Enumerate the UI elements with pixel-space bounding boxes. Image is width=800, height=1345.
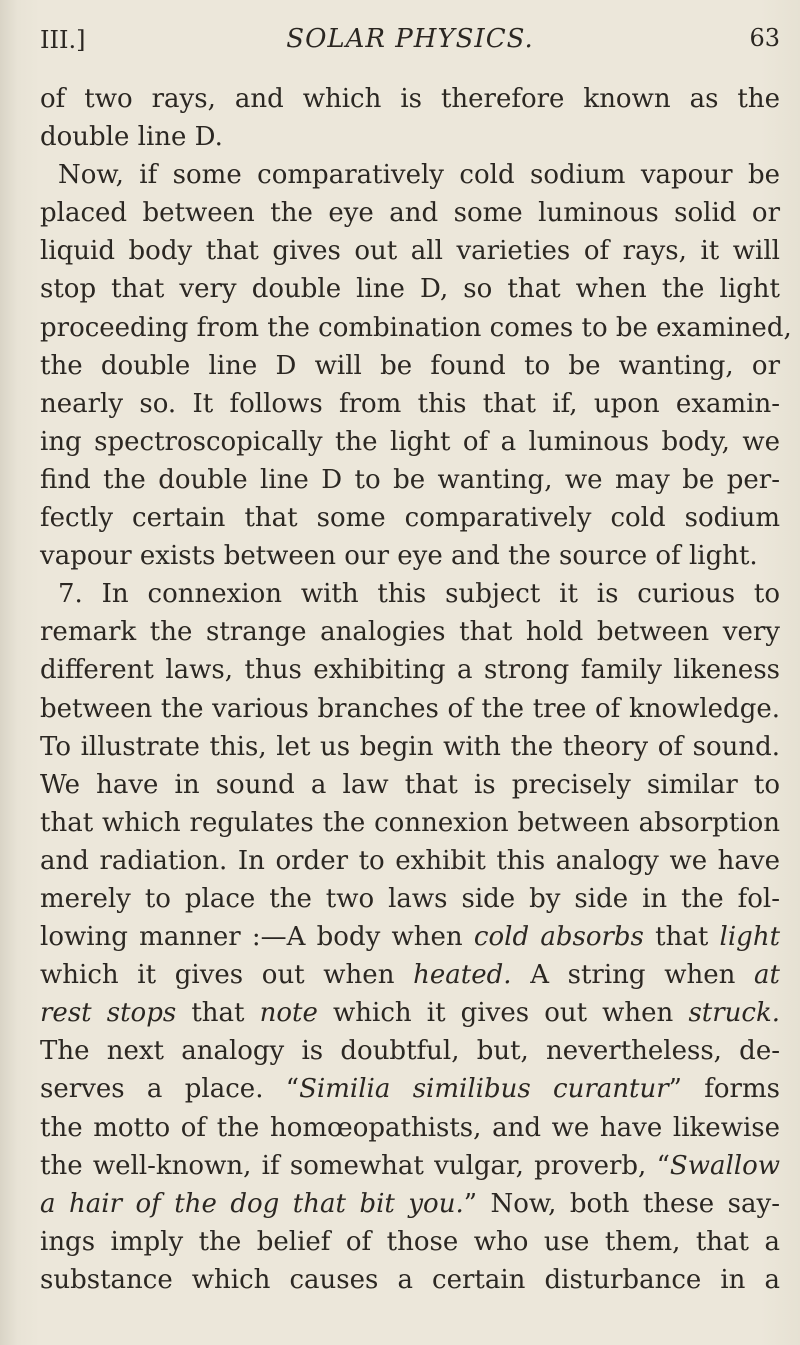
text-segment: which it gives out when — [40, 960, 414, 991]
text-line — [40, 194, 780, 232]
text-line — [40, 1223, 780, 1261]
text-line — [40, 842, 780, 880]
text-segment: lowing manner :—A body when — [40, 922, 474, 953]
italic-text: light — [719, 922, 781, 953]
text-segment: liquid body that gives out all varieties of rays, it will — [40, 236, 780, 267]
text-segment: between the various branches of the tree of knowledge. — [40, 693, 780, 724]
text-segment: The next analogy is doubtful, but, nevertheless, de- — [40, 1036, 780, 1067]
text-segment: ings imply the belief of those who use them, that a — [40, 1226, 780, 1257]
text-segment: merely to place the two laws side by side in the fol- — [40, 883, 780, 914]
text-line — [40, 537, 780, 575]
text-line — [40, 804, 780, 842]
text-line — [40, 499, 780, 537]
italic-text: cold absorbs — [473, 922, 644, 953]
text-line — [40, 232, 780, 270]
italic-text: Swallow — [669, 1150, 780, 1181]
italic-text: Similia similibus curantur — [299, 1074, 669, 1105]
text-line — [40, 994, 780, 1032]
text-line — [40, 766, 780, 804]
italic-text: heated. — [413, 960, 512, 991]
text-segment: which it gives out when — [317, 998, 689, 1029]
text-segment: that which regulates the connexion between absorption — [40, 807, 780, 838]
text-segment: different laws, thus exhibiting a strong family likeness — [40, 655, 780, 686]
text-line — [40, 1261, 780, 1299]
text-segment: A string when — [511, 960, 755, 991]
text-segment: the double line D will be found to be wanting, or — [40, 350, 780, 381]
text-segment: the well-known, if somewhat vulgar, proverb, “ — [40, 1150, 670, 1181]
text-segment: proceeding from the combination comes to be examined, — [40, 312, 792, 343]
text-line — [40, 347, 780, 385]
text-line — [40, 270, 780, 308]
text-segment: stop that very double line D, so that when the light — [40, 274, 780, 305]
text-segment: substance which causes a certain disturbance in a — [40, 1264, 780, 1295]
text-line — [40, 309, 792, 347]
text-line — [40, 1109, 780, 1147]
text-line — [40, 575, 780, 613]
text-segment: the motto of the homœopathists, and we have likewise — [40, 1112, 780, 1143]
text-line — [40, 728, 780, 766]
italic-text: note — [259, 998, 318, 1029]
text-segment: ” Now, both these say- — [463, 1188, 781, 1219]
text-line — [40, 956, 780, 994]
text-line — [40, 1070, 780, 1108]
text-segment: 7. In connexion with this subject it is curious to — [58, 579, 780, 610]
text-line — [40, 118, 780, 156]
text-line — [40, 385, 780, 423]
text-line — [40, 1032, 780, 1070]
text-segment: ” forms — [668, 1074, 780, 1105]
text-segment: nearly so. It follows from this that if, upon examin- — [40, 388, 780, 419]
italic-text: a hair of the dog that bit you. — [40, 1188, 464, 1219]
text-line — [40, 80, 780, 118]
text-line — [40, 918, 780, 956]
page-number: 63 — [749, 24, 780, 52]
italic-text: rest stops — [40, 998, 177, 1029]
running-header — [40, 22, 780, 62]
text-line — [40, 613, 780, 651]
italic-text: struck. — [688, 998, 780, 1029]
text-segment: We have in sound a law that is precisely similar to — [40, 769, 780, 800]
text-segment: Now, if some comparatively cold sodium vapour be — [58, 160, 780, 191]
text-segment: fectly certain that some comparatively cold sodium — [40, 503, 780, 534]
running-title: SOLAR PHYSICS. — [286, 24, 534, 54]
text-line — [40, 651, 780, 689]
text-line — [40, 880, 780, 918]
text-segment: serves a place. “ — [40, 1074, 300, 1105]
text-segment: ing spectroscopically the light of a luminous body, we — [40, 426, 780, 457]
chapter-marker: III.] — [40, 26, 86, 54]
italic-text: at — [754, 960, 780, 991]
text-segment: placed between the eye and some luminous solid or — [40, 198, 780, 229]
text-segment: find the double line D to be wanting, we may be per- — [40, 464, 780, 495]
text-segment: vapour exists between our eye and the source of light. — [40, 541, 758, 572]
text-line — [40, 423, 780, 461]
text-segment: that — [643, 922, 720, 953]
text-line — [40, 156, 780, 194]
body-text — [40, 80, 792, 1299]
text-segment: remark the strange analogies that hold between very — [40, 617, 780, 648]
text-segment: To illustrate this, let us begin with the theory of sound. — [40, 731, 780, 762]
text-segment: of two rays, and which is therefore known as the — [40, 84, 780, 114]
text-segment: and radiation. In order to exhibit this analogy we have — [40, 845, 780, 876]
text-segment: double line D. — [40, 122, 223, 153]
text-line — [40, 461, 780, 499]
text-segment: that — [176, 998, 260, 1029]
text-line — [40, 1147, 780, 1185]
text-line — [40, 690, 780, 728]
text-line — [40, 1185, 780, 1223]
